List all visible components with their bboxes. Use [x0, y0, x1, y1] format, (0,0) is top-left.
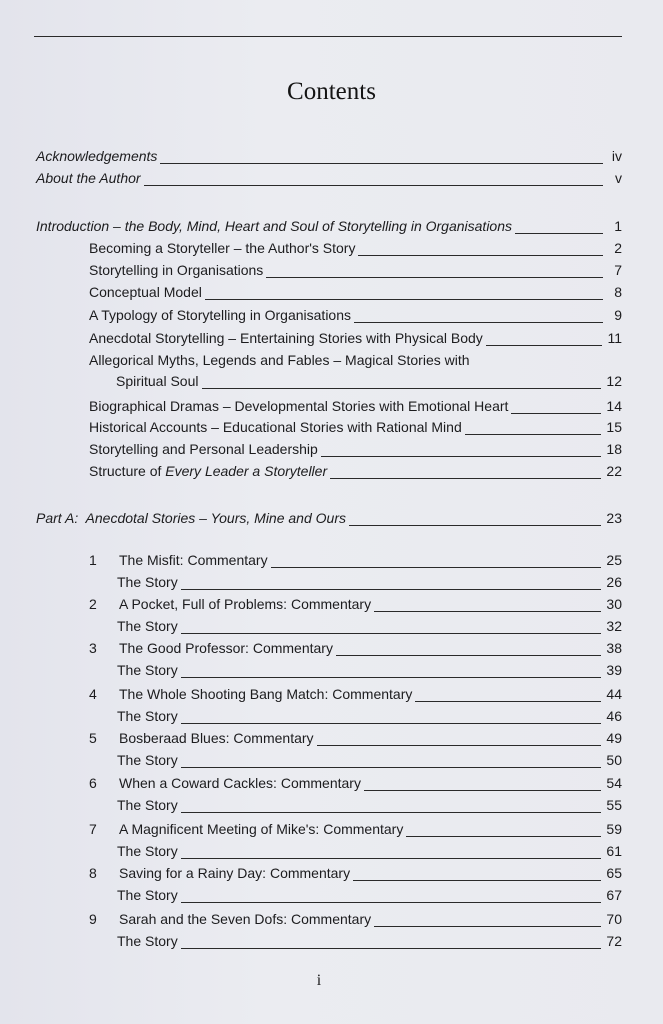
story-commentary-entry[interactable] — [119, 593, 622, 615]
leader-line — [486, 345, 603, 346]
toc-entry-introduction[interactable] — [36, 215, 622, 237]
leader-line — [205, 299, 603, 300]
leader-line — [181, 858, 602, 859]
leader-line — [374, 611, 601, 612]
leader-line — [406, 836, 601, 837]
toc-entry-structure[interactable] — [89, 460, 622, 482]
toc-entry-label — [89, 460, 327, 482]
story-commentary-entry[interactable] — [119, 772, 622, 794]
toc-page-number: 12 — [606, 373, 622, 389]
toc-page-number: 23 — [606, 510, 622, 526]
leader-line — [181, 723, 602, 724]
leader-line — [181, 948, 602, 949]
toc-entry-label: Acknowledgements — [36, 148, 158, 164]
toc-page-number: 2 — [614, 240, 622, 256]
story-commentary-entry[interactable] — [119, 637, 622, 659]
story-commentary-entry[interactable] — [119, 862, 622, 884]
toc-entry-label: Sarah and the Seven Dofs: Commentary — [119, 911, 372, 927]
leader-line — [181, 633, 602, 634]
toc-entry-label: A Pocket, Full of Problems: Commentary — [119, 596, 372, 612]
toc-page-number: 14 — [606, 398, 622, 414]
toc-page-number: 9 — [614, 307, 622, 323]
story-number: 2 — [89, 596, 97, 612]
leader-line — [358, 255, 603, 256]
toc-entry[interactable] — [89, 395, 622, 417]
story-number: 8 — [89, 865, 97, 881]
toc-page-number: iv — [611, 148, 622, 164]
toc-page-number: 1 — [614, 218, 622, 234]
story-entry[interactable] — [117, 840, 622, 862]
leader-line — [374, 926, 601, 927]
toc-entry[interactable] — [89, 304, 622, 326]
leader-line — [160, 163, 603, 164]
leader-line — [266, 277, 603, 278]
toc-page-number: 8 — [614, 284, 622, 300]
toc-entry-label: Storytelling and Personal Leadership — [89, 441, 318, 457]
leader-line — [181, 812, 602, 813]
toc-entry-label: The Story — [117, 574, 178, 590]
toc-entry[interactable] — [89, 259, 622, 281]
leader-line — [181, 767, 602, 768]
toc-entry-label: The Story — [117, 797, 178, 813]
toc-page-number: 55 — [606, 797, 622, 813]
toc-page-number: 15 — [606, 419, 622, 435]
toc-entry-label: Historical Accounts – Educational Stories with Rational Mind — [89, 419, 462, 435]
leader-line — [336, 655, 601, 656]
leader-line — [511, 413, 601, 414]
story-number: 7 — [89, 821, 97, 837]
story-entry[interactable] — [117, 659, 622, 681]
toc-page-number: 22 — [606, 463, 622, 479]
page-title: Contents — [287, 78, 376, 105]
toc-page-number: 25 — [606, 552, 622, 568]
toc-entry-label: Anecdotal Storytelling – Entertaining Stories with Physical Body — [89, 330, 483, 346]
story-number: 9 — [89, 911, 97, 927]
leader-line — [144, 185, 603, 186]
toc-page-number: 7 — [614, 262, 622, 278]
toc-entry-label: Conceptual Model — [89, 284, 202, 300]
leader-line — [317, 745, 602, 746]
toc-page-number: v — [615, 170, 622, 186]
toc-entry-label: The Story — [117, 662, 178, 678]
story-number: 5 — [89, 730, 97, 746]
leader-line — [330, 478, 601, 479]
toc-entry[interactable] — [89, 438, 622, 460]
leader-line — [353, 880, 601, 881]
label-prefix: Structure of — [89, 463, 166, 479]
toc-page-number: 32 — [606, 618, 622, 634]
toc-entry-label: The Story — [117, 618, 178, 634]
toc-entry-label: Introduction – the Body, Mind, Heart and Soul of Storytelling in Organisations — [36, 218, 513, 234]
story-entry[interactable] — [117, 615, 622, 637]
story-commentary-entry[interactable] — [119, 908, 622, 930]
folio-page-number: i — [316, 972, 322, 989]
leader-line — [465, 434, 602, 435]
toc-entry-label: Becoming a Storyteller – the Author's Story — [89, 240, 356, 256]
toc-entry-label: The Story — [117, 933, 178, 949]
toc-page-number: 59 — [606, 821, 622, 837]
leader-line — [181, 902, 602, 903]
toc-entry[interactable] — [89, 416, 622, 438]
header-rule — [34, 36, 622, 37]
toc-entry-label: Biographical Dramas – Developmental Stories with Emotional Heart — [89, 398, 509, 414]
toc-page-number: 50 — [606, 752, 622, 768]
toc-page-number: 44 — [606, 686, 622, 702]
toc-entry-label: The Story — [117, 752, 178, 768]
leader-line — [354, 322, 603, 323]
toc-entry-label-line1: Allegorical Myths, Legends and Fables – Magical Stories with — [89, 352, 470, 368]
toc-page-number: 70 — [606, 911, 622, 927]
leader-line — [202, 388, 602, 389]
toc-entry[interactable] — [89, 327, 622, 349]
toc-page-number: 61 — [606, 843, 622, 859]
toc-page-number: 67 — [606, 887, 622, 903]
toc-page-number: 54 — [606, 775, 622, 791]
toc-entry-label: About the Author — [36, 170, 141, 186]
story-commentary-entry[interactable] — [119, 549, 622, 571]
leader-line — [181, 589, 602, 590]
toc-page-number: 11 — [607, 330, 622, 346]
story-commentary-entry[interactable] — [119, 818, 622, 840]
toc-page-number: 30 — [606, 596, 622, 612]
toc-page-number: 49 — [606, 730, 622, 746]
toc-entry-label: The Story — [117, 708, 178, 724]
toc-entry-label: A Magnificent Meeting of Mike's: Commentary — [119, 821, 404, 837]
toc-entry-label: Saving for a Rainy Day: Commentary — [119, 865, 351, 881]
story-entry[interactable] — [117, 884, 622, 906]
toc-page-number: 38 — [606, 640, 622, 656]
toc-page-number: 18 — [606, 441, 622, 457]
toc-entry-label: Storytelling in Organisations — [89, 262, 264, 278]
leader-line — [181, 677, 602, 678]
leader-line — [349, 525, 601, 526]
story-number: 6 — [89, 775, 97, 791]
story-entry[interactable] — [117, 571, 622, 593]
toc-entry-about-author[interactable] — [36, 167, 622, 189]
toc-page-number: 26 — [606, 574, 622, 590]
toc-entry-label: The Misfit: Commentary — [119, 552, 268, 568]
toc-entry-label: The Story — [117, 843, 178, 859]
toc-entry[interactable] — [89, 281, 622, 303]
toc-entry[interactable] — [89, 237, 622, 259]
story-number: 4 — [89, 686, 97, 702]
toc-entry-label: The Story — [117, 887, 178, 903]
story-entry[interactable] — [117, 749, 622, 771]
toc-entry-part-a[interactable] — [36, 507, 622, 529]
book-title-italic: Every Leader a Storyteller — [165, 463, 328, 479]
leader-line — [415, 701, 601, 702]
toc-entry-acknowledgements[interactable] — [36, 145, 622, 167]
leader-line — [321, 456, 602, 457]
toc-entry-label: A Typology of Storytelling in Organisations — [89, 307, 352, 323]
toc-entry-label: The Good Professor: Commentary — [119, 640, 333, 656]
toc-page-number: 72 — [606, 933, 622, 949]
leader-line — [515, 233, 603, 234]
toc-entry-label: Bosberaad Blues: Commentary — [119, 730, 314, 746]
story-commentary-entry[interactable] — [119, 683, 622, 705]
leader-line — [271, 567, 602, 568]
story-entry[interactable] — [117, 705, 622, 727]
story-commentary-entry[interactable] — [119, 727, 622, 749]
story-number: 1 — [89, 552, 97, 568]
toc-page-number: 65 — [606, 865, 622, 881]
toc-entry-label: The Whole Shooting Bang Match: Commentary — [119, 686, 413, 702]
story-entry[interactable] — [117, 930, 622, 952]
story-number: 3 — [89, 640, 97, 656]
story-entry[interactable] — [117, 794, 622, 816]
toc-page-number: 46 — [606, 708, 622, 724]
toc-entry-label: Spiritual Soul — [116, 373, 199, 389]
leader-line — [364, 790, 601, 791]
toc-entry-label: When a Coward Cackles: Commentary — [119, 775, 361, 791]
toc-page-number: 39 — [606, 662, 622, 678]
toc-entry-label: Part A: Anecdotal Stories – Yours, Mine and Ours — [36, 510, 346, 526]
toc-entry-allegorical[interactable] — [116, 370, 622, 392]
